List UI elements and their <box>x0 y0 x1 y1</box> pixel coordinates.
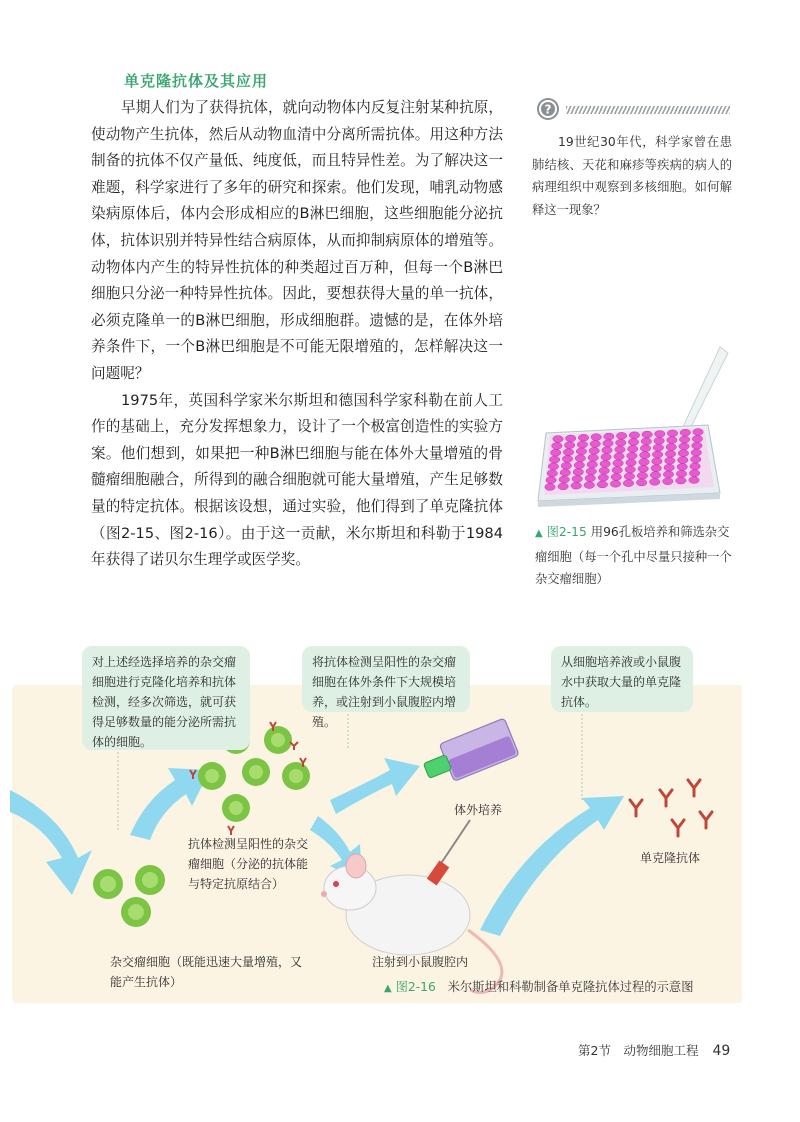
sidenote-body: 19世纪30年代，科学家曾在患肺结核、天花和麻疹等疾病的病人的病理组织中观察到多核细胞。如何解释这一现象？ <box>532 135 732 217</box>
label-in-vitro-culture: 体外培养 <box>454 803 503 817</box>
plate-well <box>573 469 583 476</box>
plate-well <box>601 454 611 461</box>
label-monoclonal-antibody: 单克隆抗体 <box>640 851 701 865</box>
plate-well <box>553 436 563 443</box>
plate-well <box>654 437 664 444</box>
plate-well <box>598 474 608 481</box>
label-tested-cells: 抗体检测呈阳性的杂交瘤细胞（分泌的抗体能与特定抗原结合） <box>188 837 309 891</box>
plate-well <box>692 442 702 449</box>
main-text <box>91 95 503 574</box>
plate-well <box>689 477 699 484</box>
question-icon <box>536 97 560 121</box>
plate-well <box>578 434 588 441</box>
plate-well <box>588 454 598 461</box>
plate-well <box>545 484 555 491</box>
culture-flask-icon <box>419 718 519 790</box>
plate-well <box>576 448 586 455</box>
callout-harvest: 从细胞培养液或小鼠腹水中获取大量的单克隆抗体。 <box>551 646 693 712</box>
figure-2-16-label: 图2-16 <box>395 980 436 994</box>
plate-well <box>628 439 638 446</box>
plate-well <box>574 462 584 469</box>
figure-2-16-caption <box>384 977 694 995</box>
callout-culture: 将抗体检测呈阳性的杂交瘤细胞在体外条件下大规模培养，或注射到小鼠腹腔内增殖。 <box>302 646 470 712</box>
figure-2-15-label: 图2-15 <box>546 525 587 539</box>
plate-well <box>590 441 600 448</box>
plate-well <box>655 431 665 438</box>
plate-well <box>628 446 638 453</box>
figure-2-16-text: 米尔斯坦和科勒制备单克隆抗体过程的示意图 <box>447 980 694 994</box>
plate-well <box>559 476 569 483</box>
plate-well <box>615 446 625 453</box>
plate-well <box>678 450 688 457</box>
plate-well <box>692 436 702 443</box>
plate-well <box>577 441 587 448</box>
plate-well <box>641 438 651 445</box>
plate-well <box>563 449 573 456</box>
plate-well <box>680 429 690 436</box>
plate-well <box>642 431 652 438</box>
plate-well <box>629 432 639 439</box>
plate-well <box>613 460 623 467</box>
plate-well <box>548 463 558 470</box>
callout-cloning: 对上述经选择培养的杂交瘤细胞进行克隆化培养和抗体检测，经多次筛选，就可获得足够数量的能分泌所需抗体的细胞。 <box>82 646 250 750</box>
plate-well <box>585 475 595 482</box>
figure-2-15-caption <box>535 521 735 591</box>
plate-well <box>551 449 561 456</box>
plate-well <box>603 440 613 447</box>
triangle-marker-icon: ▲ <box>535 528 543 539</box>
section-title: 单克隆抗体及其应用 <box>124 72 269 90</box>
plate-well <box>575 455 585 462</box>
plate-well <box>627 452 637 459</box>
plate-well <box>566 435 576 442</box>
plate-well <box>625 466 635 473</box>
plate-well <box>665 457 675 464</box>
arrow-culture-icon <box>330 758 420 814</box>
plate-well <box>562 456 572 463</box>
plate-well <box>650 472 660 479</box>
svg-text:?: ? <box>544 102 552 117</box>
plate-well <box>676 470 686 477</box>
plate-well <box>666 444 676 451</box>
plate-well <box>564 442 574 449</box>
page-footer <box>578 1041 730 1059</box>
plate-well <box>597 481 607 488</box>
plate-well <box>571 482 581 489</box>
plate-well <box>560 469 570 476</box>
label-hybridoma-cells: 杂交瘤细胞（既能迅速大量增殖，又能产生抗体） <box>110 955 303 989</box>
plate-well <box>552 443 562 450</box>
plate-well <box>624 473 634 480</box>
plate-well <box>691 449 701 456</box>
hybridoma-cells <box>93 865 165 927</box>
footer-section: 第2节 动物细胞工程 <box>578 1043 699 1058</box>
plate-well <box>652 451 662 458</box>
sidenote-divider <box>566 106 730 114</box>
plate-well <box>602 447 612 454</box>
plate-well <box>599 467 609 474</box>
plate-well <box>600 461 610 468</box>
plate-well <box>637 472 647 479</box>
plate-well <box>614 453 624 460</box>
plate-well <box>679 443 689 450</box>
plate-well <box>604 433 614 440</box>
plate-well <box>626 459 636 466</box>
plate-well <box>653 444 663 451</box>
plate-well <box>667 430 677 437</box>
arrow-in-icon <box>10 790 92 895</box>
plate-well <box>663 478 673 485</box>
plate-well <box>663 471 673 478</box>
plate-well <box>677 464 687 471</box>
plate-well <box>640 452 650 459</box>
plate-well <box>690 463 700 470</box>
plate-well <box>586 468 596 475</box>
figure-2-15-text: 用96孔板培养和筛选杂交瘤细胞（每一个孔中尽量只接种一个杂交瘤细胞） <box>535 525 732 586</box>
plate-well <box>616 432 626 439</box>
label-mouse-injection: 注射到小鼠腹腔内 <box>372 955 469 969</box>
plate-well <box>587 461 597 468</box>
paragraph-2: 1975年，英国科学家米尔斯坦和德国科学家科勒在前人工作的基础上，充分发挥想象力，设计了一个极富创造性的实验方案。他们想到，如果把一种B淋巴细胞与能在体外大量增殖的骨髓瘤细胞融合，所得到的融合细胞就可能大量增殖，产生足够数量的特定抗体。根据该设想，通过实验，他们得到了单克隆抗体（图2-15、图2-16）。由于这一贡献，米尔斯坦和科勒于1984年获得了诺贝尔生理学或医学奖。 <box>91 391 503 569</box>
plate-well <box>665 450 675 457</box>
plate-well <box>676 477 686 484</box>
plate-well <box>652 458 662 465</box>
sidenote-text <box>532 131 732 221</box>
plate-well <box>679 436 689 443</box>
plate-well <box>610 480 620 487</box>
monoclonal-antibody-icons <box>630 780 712 836</box>
plate-well <box>651 465 661 472</box>
plate-well <box>589 447 599 454</box>
plate-well <box>693 429 703 436</box>
well-plate-illustration <box>532 345 737 510</box>
plate-well <box>639 459 649 466</box>
plate-well <box>616 439 626 446</box>
plate-well <box>572 476 582 483</box>
plate-well <box>667 437 677 444</box>
plate-well <box>547 470 557 477</box>
plate-well <box>549 456 559 463</box>
plate-well <box>691 456 701 463</box>
plate-well <box>561 462 571 469</box>
plate-well <box>640 445 650 452</box>
arrow-up-icon <box>130 768 210 840</box>
plate-well <box>591 434 601 441</box>
plate-well <box>584 482 594 489</box>
plate-well <box>678 457 688 464</box>
paragraph-1: 早期人们为了获得抗体，就向动物体内反复注射某种抗原，使动物产生抗体，然后从动物血清中分离所需抗体。用这种方法制备的抗体不仅产量低、纯度低，而且特异性差。为了解决这一难题，科学家进行了多年的研究和探索。他们发现，哺乳动物感染病原体后，体内会形成相应的B淋巴细胞，这些细胞能分泌抗体，抗体识别并特异性结合病原体，从而抑制病原体的增殖等。动物体内产生的特异性抗体的种类超过百万种，但每一个B淋巴细胞只分泌一种特异性抗体。因此，要想获得大量的单一抗体，必须克隆单一的B淋巴细胞，形成细胞群。遗憾的是，在体外培养条件下，一个B淋巴细胞是不可能无限增殖的，怎样解决这一问题呢？ <box>91 99 503 382</box>
plate-well <box>612 467 622 474</box>
triangle-marker-icon: ▲ <box>384 983 392 994</box>
plate-well <box>650 479 660 486</box>
plate-well <box>558 483 568 490</box>
plate-well <box>689 470 699 477</box>
plate-well <box>611 474 621 481</box>
plate-well <box>546 477 556 484</box>
plate-well <box>664 464 674 471</box>
plate-well <box>623 480 633 487</box>
plate-well <box>636 479 646 486</box>
plate-well <box>638 465 648 472</box>
page-number: 49 <box>712 1043 731 1059</box>
